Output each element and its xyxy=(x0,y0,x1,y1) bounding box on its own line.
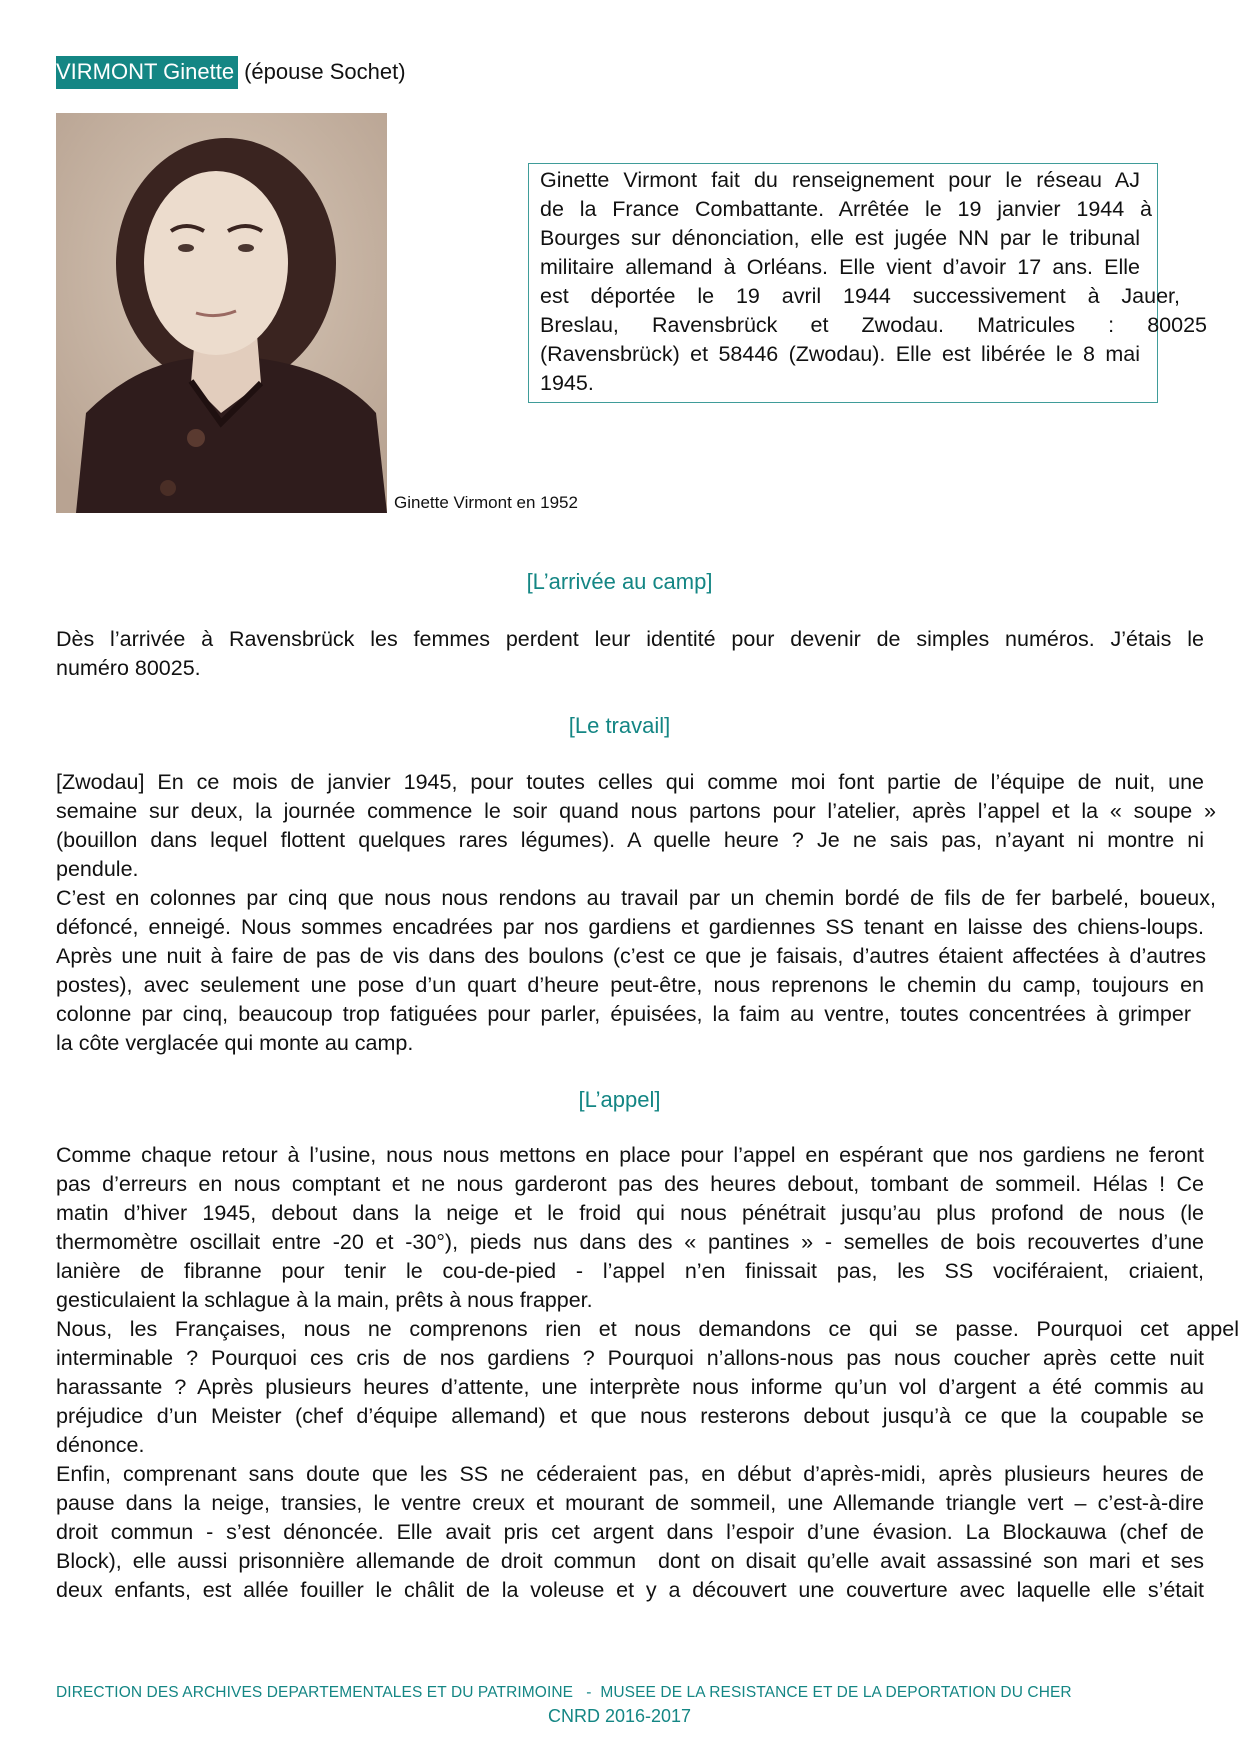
bio-line: Bourges sur dénonciation, elle est jugée NN par le tribunal xyxy=(540,226,1140,250)
paragraph-line: dénonce. xyxy=(56,1433,145,1457)
footer-program: CNRD 2016-2017 xyxy=(547,1706,692,1726)
bio-line: Breslau, Ravensbrück et Zwodau. Matricules : 80025 xyxy=(540,313,1207,337)
paragraph-line: Dès l’arrivée à Ravensbrück les femmes perdent leur identité pour devenir de simples numéros. J’étais le xyxy=(56,627,1204,651)
bio-line: (Ravensbrück) et 58446 (Zwodau). Elle est libérée le 8 mai xyxy=(540,342,1140,366)
paragraph-line: harassante ? Après plusieurs heures d’attente, une interprète nous informe qu’un vol d’argent a été commis au xyxy=(56,1375,1204,1399)
paragraph-line: interminable ? Pourquoi ces cris de nos gardiens ? Pourquoi n’allons-nous pas nous coucher après cette nuit xyxy=(56,1346,1204,1370)
paragraph-line: défoncé, enneigé. Nous sommes encadrées par nos gardiens et gardiennes SS tenant en laisse des chiens-loups. xyxy=(56,915,1204,939)
person-name: VIRMONT Ginette xyxy=(56,56,238,89)
maiden-note: (épouse Sochet) xyxy=(244,59,406,84)
paragraph-line: (bouillon dans lequel flottent quelques rares légumes). A quelle heure ? Je ne sais pas, n’ayant ni montre ni xyxy=(56,828,1204,852)
paragraph-line: matin d’hiver 1945, debout dans la neige et le froid qui nous pénétrait jusqu’au plus profond de nous (le xyxy=(56,1201,1204,1225)
footer-institution: DIRECTION DES ARCHIVES DEPARTEMENTALES ET DU PATRIMOINE - MUSEE DE LA RESISTANCE ET DE LA DEPORTATION DU CHER xyxy=(56,1684,1072,1701)
paragraph-line: lanière de fibranne pour tenir le cou-de-pied - l’appel n’en finissait pas, les SS vociféraient, criaient, xyxy=(56,1259,1204,1283)
photo-caption: Ginette Virmont en 1952 xyxy=(394,493,578,512)
paragraph-line: pause dans la neige, transies, le ventre creux et mourant de sommeil, une Allemande triangle vert – c’est-à-dire xyxy=(56,1491,1204,1515)
bio-line: est déportée le 19 avril 1944 successivement à Jauer, xyxy=(540,284,1180,308)
portrait-photo xyxy=(56,113,387,513)
paragraph-line: thermomètre oscillait entre -20 et -30°), pieds nus dans des « pantines » - semelles de bois recouvertes d’une xyxy=(56,1230,1204,1254)
paragraph-line: pendule. xyxy=(56,857,139,881)
bio-line: 1945. xyxy=(540,371,594,395)
paragraph-line: la côte verglacée qui monte au camp. xyxy=(56,1031,414,1055)
bio-line: de la France Combattante. Arrêtée le 19 janvier 1944 à xyxy=(540,197,1152,221)
section-heading-roll-call: [L’appel] xyxy=(578,1087,661,1112)
paragraph-line: Nous, les Françaises, nous ne comprenons rien et nous demandons ce qui se passe. Pourquoi cet appel xyxy=(56,1317,1239,1341)
paragraph-line: gesticulaient la schlague à la main, prêts à nous frapper. xyxy=(56,1288,593,1312)
paragraph-line: C’est en colonnes par cinq que nous nous rendons au travail par un chemin bordé de fils de fer barbelé, boueux, xyxy=(56,886,1216,910)
section-heading-arrival: [L’arrivée au camp] xyxy=(526,569,713,594)
paragraph-line: deux enfants, est allée fouiller le châlit de la voleuse et y a découvert une couverture avec laquelle elle s’était xyxy=(56,1578,1204,1602)
page-title xyxy=(56,56,406,89)
paragraph-line: colonne par cinq, beaucoup trop fatiguées pour parler, épuisées, la faim au ventre, toutes concentrées à grimper xyxy=(56,1002,1191,1026)
paragraph-line: Comme chaque retour à l’usine, nous nous mettons en place pour l’appel en espérant que nos gardiens ne feront xyxy=(56,1143,1204,1167)
paragraph-line: numéro 80025. xyxy=(56,656,201,680)
section-heading-work: [Le travail] xyxy=(568,713,671,738)
bio-line: Ginette Virmont fait du renseignement pour le réseau AJ xyxy=(540,168,1140,192)
paragraph-line: droit commun - s’est dénoncée. Elle avait pris cet argent dans l’espoir d’une évasion. La Blockauwa (chef de xyxy=(56,1520,1204,1544)
paragraph-line: Après une nuit à faire de pas de vis dans des boulons (c’est ce que je faisais, d’autres étaient affectées à d’autres xyxy=(56,944,1206,968)
paragraph-line: postes), avec seulement une pose d’un quart d’heure peut-être, nous reprenons le chemin du camp, toujours en xyxy=(56,973,1204,997)
portrait-photo-icon xyxy=(56,113,387,513)
paragraph-line: Block), elle aussi prisonnière allemande de droit commun dont on disait qu’elle avait assassiné son mari et ses xyxy=(56,1549,1204,1573)
paragraph-line: semaine sur deux, la journée commence le soir quand nous partons pour l’atelier, après l’appel et la « soupe » xyxy=(56,799,1216,823)
paragraph-line: [Zwodau] En ce mois de janvier 1945, pour toutes celles qui comme moi font partie de l’équipe de nuit, une xyxy=(56,770,1204,794)
paragraph-line: Enfin, comprenant sans doute que les SS ne céderaient pas, en début d’après-midi, après plusieurs heures de xyxy=(56,1462,1204,1486)
biography-box xyxy=(528,163,1207,403)
bio-line: militaire allemand à Orléans. Elle vient d’avoir 17 ans. Elle xyxy=(540,255,1140,279)
paragraph-line: préjudice d’un Meister (chef d’équipe allemand) et que nous resterons debout jusqu’à ce que la coupable se xyxy=(56,1404,1204,1428)
paragraph-line: pas d’erreurs en nous comptant et ne nous garderont pas des heures debout, tombant de sommeil. Hélas ! Ce xyxy=(56,1172,1204,1196)
